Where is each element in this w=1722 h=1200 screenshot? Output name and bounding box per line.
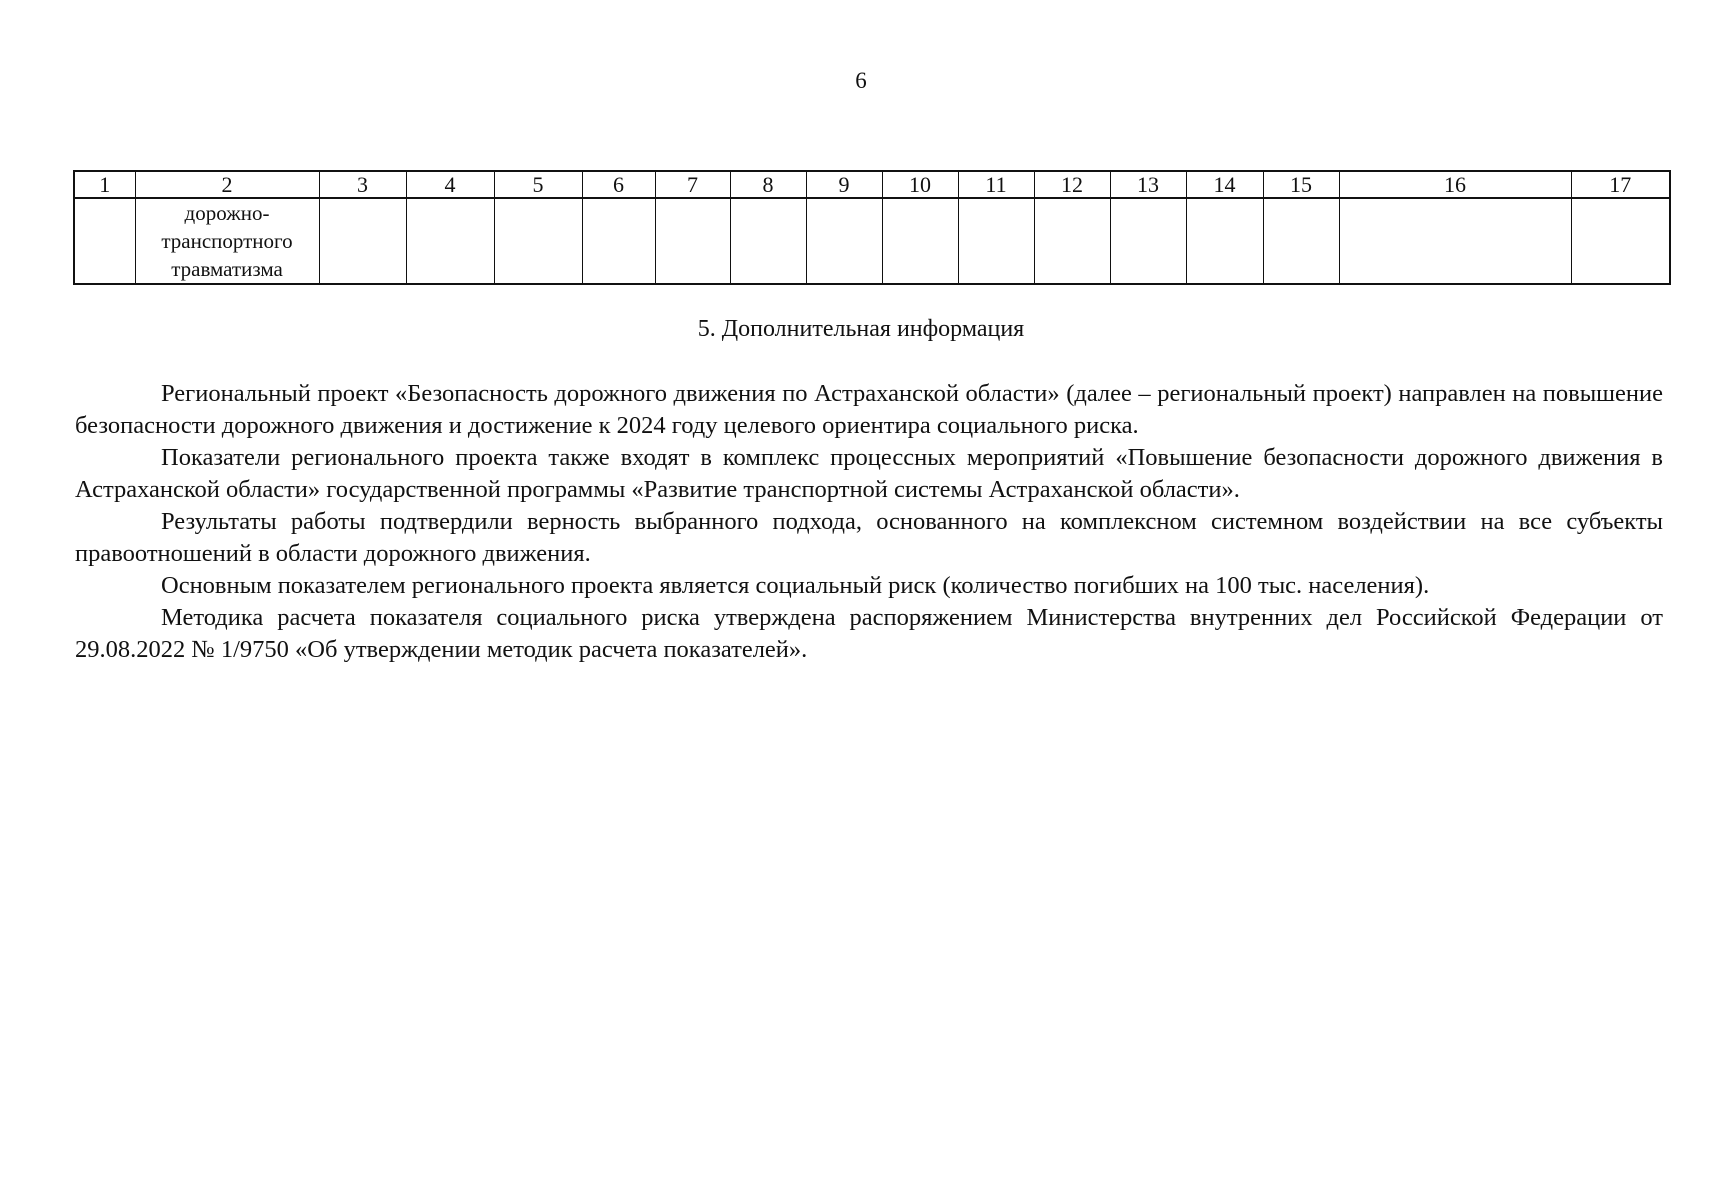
paragraph: Региональный проект «Безопасность дорожного движения по Астраханской области» (далее – региональный проект) направлен на повышение безопасности дорожного движения и достижение к 2024 году целевого ориентира социального риска. — [75, 380, 1663, 439]
section-title: 5. Дополнительная информация — [697, 316, 1025, 342]
table-cell — [1571, 198, 1670, 284]
cell-text-line: травматизма — [171, 257, 283, 281]
column-header: 13 — [1110, 171, 1186, 198]
table-cell — [1034, 198, 1110, 284]
table-cell — [958, 198, 1034, 284]
table-cell — [319, 198, 406, 284]
paragraph: Основным показателем регионального проекта является социальный риск (количество погибших на 100 тыс. населения). — [161, 572, 1430, 599]
column-header: 8 — [730, 171, 806, 198]
column-header: 9 — [806, 171, 882, 198]
page-number: 6 — [855, 68, 867, 93]
table-row — [74, 198, 1670, 284]
table-cell — [655, 198, 730, 284]
column-header: 16 — [1339, 171, 1571, 198]
table-cell — [1110, 198, 1186, 284]
column-header: 14 — [1186, 171, 1263, 198]
table-cell — [1339, 198, 1571, 284]
column-header: 4 — [406, 171, 494, 198]
paragraph: Методика расчета показателя социального риска утверждена распоряжением Министерства внутренних дел Российской Федерации от 29.08.2022 № 1/9750 «Об утверждении методик расчета показателей». — [75, 604, 1663, 663]
table-cell — [582, 198, 655, 284]
column-header: 3 — [319, 171, 406, 198]
section-body — [75, 378, 1663, 666]
paragraph: Показатели регионального проекта также входят в комплекс процессных мероприятий «Повышение безопасности дорожного движения в Астраханской области» государственной программы «Развитие транспортной системы Астраханской области». — [75, 444, 1663, 503]
column-header: 15 — [1263, 171, 1339, 198]
table-cell-indicator-name — [135, 198, 319, 284]
indicator-table-fragment — [73, 170, 1669, 285]
column-header: 5 — [494, 171, 582, 198]
table-header-row — [74, 171, 1670, 198]
column-header: 11 — [958, 171, 1034, 198]
paragraph: Результаты работы подтвердили верность выбранного подхода, основанного на комплексном системном воздействии на все субъекты правоотношений в области дорожного движения. — [75, 508, 1663, 567]
table-cell — [406, 198, 494, 284]
column-header: 10 — [882, 171, 958, 198]
column-header: 12 — [1034, 171, 1110, 198]
table-cell — [730, 198, 806, 284]
cell-text-line: дорожно- — [184, 201, 270, 225]
column-header: 17 — [1571, 171, 1670, 198]
column-header: 7 — [655, 171, 730, 198]
table-cell — [74, 198, 135, 284]
column-header: 2 — [135, 171, 319, 198]
column-header: 6 — [582, 171, 655, 198]
table-cell — [882, 198, 958, 284]
table-cell — [494, 198, 582, 284]
column-header: 1 — [74, 171, 135, 198]
table-cell — [806, 198, 882, 284]
indicator-table — [73, 170, 1671, 285]
table-cell — [1186, 198, 1263, 284]
table-cell — [1263, 198, 1339, 284]
cell-text-line: транспортного — [161, 229, 293, 253]
